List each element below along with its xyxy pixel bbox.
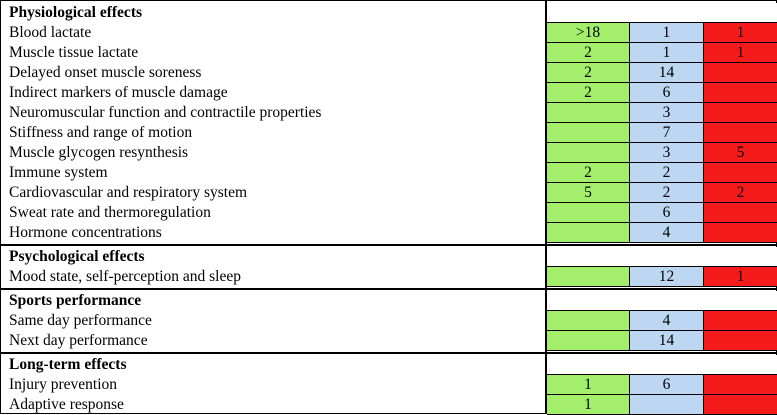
red-count-cell <box>704 223 777 243</box>
red-count-cell <box>704 375 777 395</box>
blue-count-cell: 4 <box>630 223 704 243</box>
row-label: Same day performance <box>9 312 152 329</box>
blue-count-cell: 14 <box>630 331 704 351</box>
section-heading-row <box>0 355 777 375</box>
table-row <box>0 43 777 63</box>
table-row <box>0 183 777 203</box>
row-label: Muscle tissue lactate <box>9 44 139 61</box>
section-heading-blank-cell <box>547 291 777 311</box>
blue-count-cell: 6 <box>630 375 704 395</box>
green-count-cell <box>547 311 630 331</box>
row-label: Muscle glycogen resynthesis <box>9 144 189 161</box>
blue-count-cell <box>630 395 704 415</box>
green-count-cell: 5 <box>547 183 630 203</box>
table-row <box>0 163 777 183</box>
section-heading-blank-cell <box>547 3 777 23</box>
green-count-cell <box>547 143 630 163</box>
blue-count-cell: 12 <box>630 267 704 287</box>
blue-count-cell: 7 <box>630 123 704 143</box>
row-label: Indirect markers of muscle damage <box>9 84 228 101</box>
red-count-cell: 1 <box>704 23 777 43</box>
red-count-cell <box>704 163 777 183</box>
blue-count-cell: 6 <box>630 203 704 223</box>
blue-count-cell: 1 <box>630 23 704 43</box>
table-row <box>0 395 777 415</box>
section-divider <box>0 244 777 246</box>
section-heading-row <box>0 291 777 311</box>
blue-count-cell: 1 <box>630 43 704 63</box>
row-label: Delayed onset muscle soreness <box>9 64 202 81</box>
section-heading: Long-term effects <box>9 356 127 373</box>
row-label: Stiffness and range of motion <box>9 124 193 141</box>
table-row <box>0 223 777 243</box>
table-row <box>0 203 777 223</box>
red-count-cell <box>704 331 777 351</box>
blue-count-cell: 3 <box>630 143 704 163</box>
green-count-cell: >18 <box>547 23 630 43</box>
table-row <box>0 375 777 395</box>
row-label: Injury prevention <box>9 376 118 393</box>
table-row <box>0 63 777 83</box>
blue-count-cell: 4 <box>630 311 704 331</box>
green-count-cell <box>547 103 630 123</box>
row-label: Cardiovascular and respiratory system <box>9 184 248 201</box>
blue-count-cell: 3 <box>630 103 704 123</box>
row-label: Immune system <box>9 164 108 181</box>
section-heading: Physiological effects <box>9 4 143 21</box>
green-count-cell <box>547 123 630 143</box>
table-row <box>0 123 777 143</box>
red-count-cell: 5 <box>704 143 777 163</box>
table-row <box>0 311 777 331</box>
row-label: Adaptive response <box>9 396 124 413</box>
red-count-cell <box>704 83 777 103</box>
table-row <box>0 83 777 103</box>
green-count-cell: 2 <box>547 83 630 103</box>
green-count-cell: 1 <box>547 375 630 395</box>
row-label: Next day performance <box>9 332 148 349</box>
section-heading-blank-cell <box>547 355 777 375</box>
blue-count-cell: 6 <box>630 83 704 103</box>
blue-count-cell: 2 <box>630 163 704 183</box>
table-row <box>0 267 777 287</box>
green-count-cell: 2 <box>547 43 630 63</box>
red-count-cell: 2 <box>704 183 777 203</box>
row-label: Hormone concentrations <box>9 224 162 241</box>
red-count-cell <box>704 63 777 83</box>
blue-count-cell: 14 <box>630 63 704 83</box>
green-count-cell <box>547 203 630 223</box>
section-heading-row <box>0 247 777 267</box>
column-divider <box>545 0 547 414</box>
red-count-cell <box>704 311 777 331</box>
red-count-cell <box>704 103 777 123</box>
green-count-cell <box>547 223 630 243</box>
row-label: Neuromuscular function and contractile properties <box>9 104 322 121</box>
row-label: Mood state, self-perception and sleep <box>9 268 241 285</box>
green-count-cell: 2 <box>547 63 630 83</box>
green-count-cell: 1 <box>547 395 630 415</box>
section-heading-row <box>0 3 777 23</box>
table-row <box>0 143 777 163</box>
green-count-cell <box>547 331 630 351</box>
section-divider <box>0 288 777 290</box>
section-heading-blank-cell <box>547 247 777 267</box>
red-count-cell <box>704 123 777 143</box>
table-row <box>0 23 777 43</box>
table-row <box>0 331 777 351</box>
row-label: Blood lactate <box>9 24 92 41</box>
red-count-cell <box>704 395 777 415</box>
blue-count-cell: 2 <box>630 183 704 203</box>
green-count-cell: 2 <box>547 163 630 183</box>
section-divider <box>0 352 777 354</box>
section-heading: Psychological effects <box>9 248 145 265</box>
table-row <box>0 103 777 123</box>
row-label: Sweat rate and thermoregulation <box>9 204 211 221</box>
section-heading: Sports performance <box>9 292 142 309</box>
green-count-cell <box>547 267 630 287</box>
red-count-cell: 1 <box>704 43 777 63</box>
red-count-cell: 1 <box>704 267 777 287</box>
red-count-cell <box>704 203 777 223</box>
